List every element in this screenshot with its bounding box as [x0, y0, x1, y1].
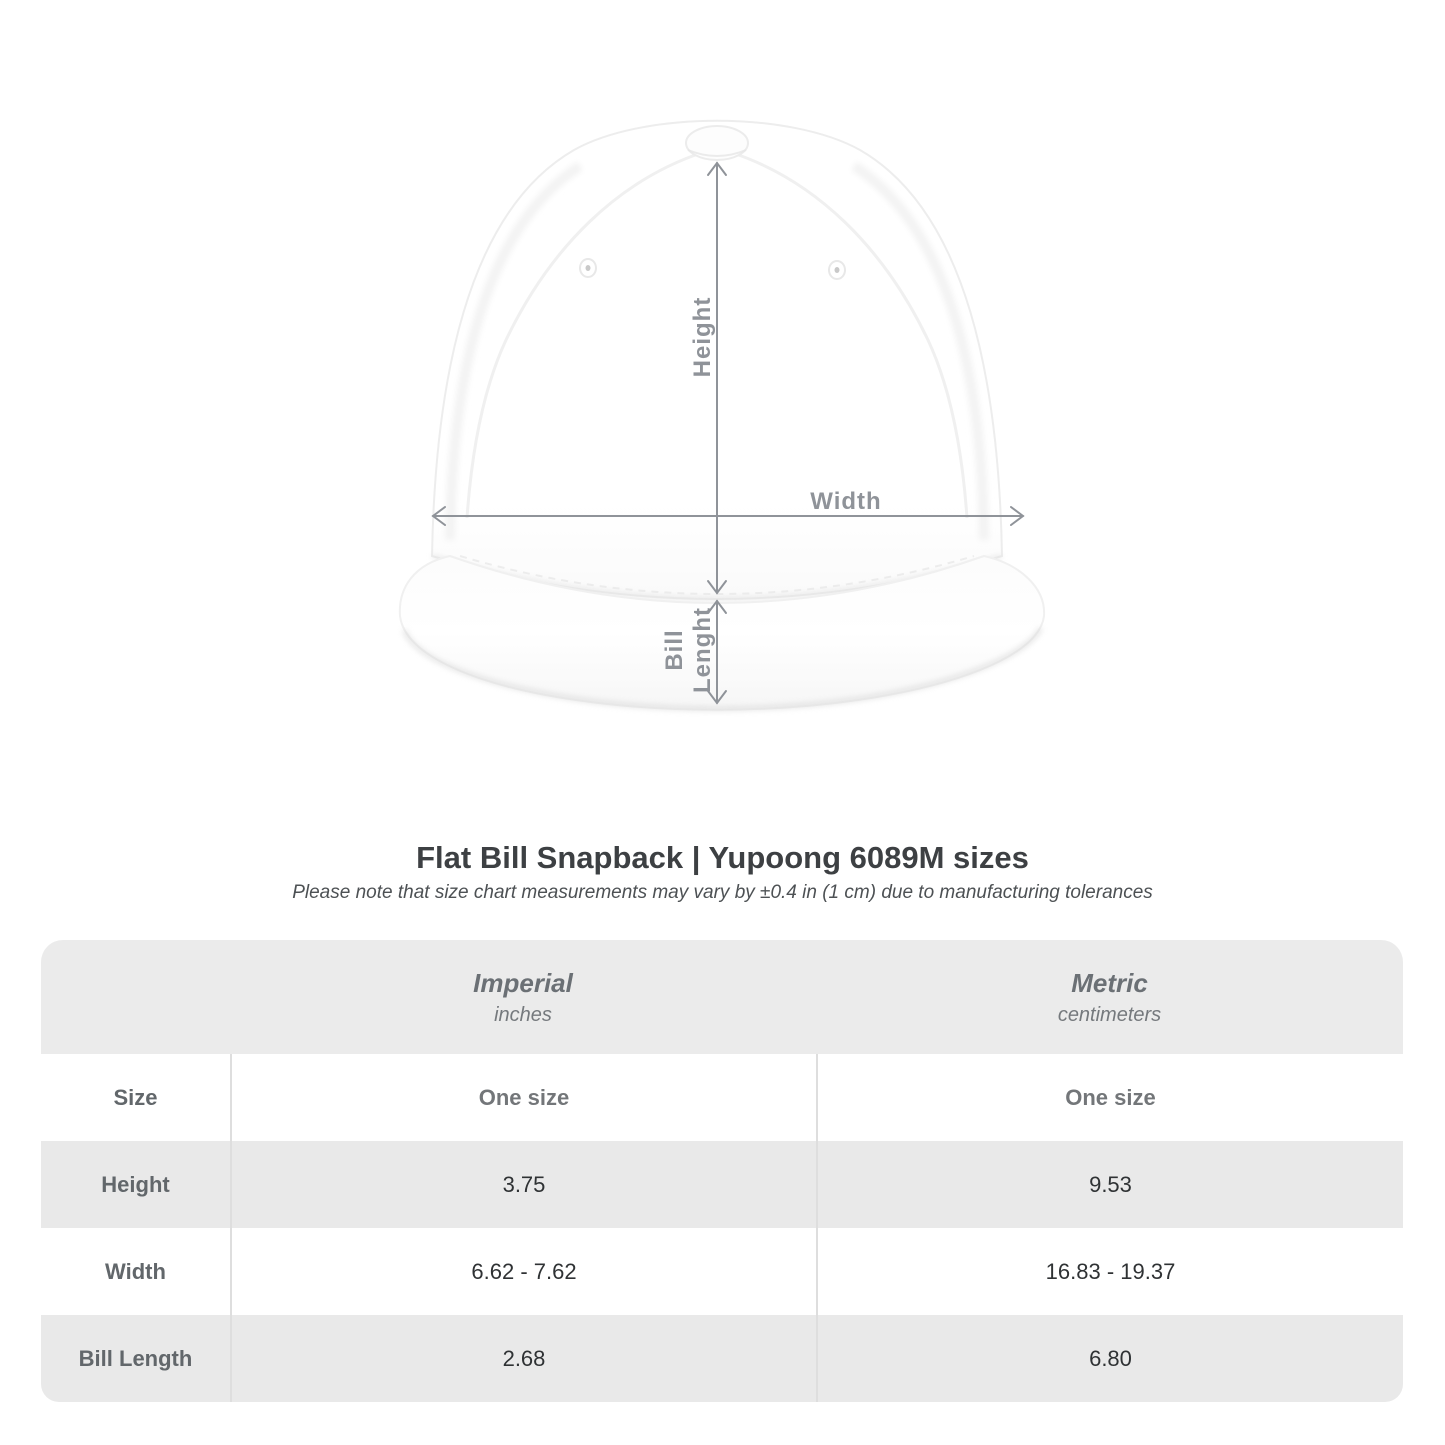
imperial-unit-label: inches — [494, 1004, 552, 1026]
metric-label: Metric — [1071, 968, 1148, 998]
width-metric-value: 16.83 - 19.37 — [816, 1228, 1403, 1315]
imperial-column-header — [230, 940, 816, 1054]
eyelet-right — [829, 261, 845, 279]
tolerance-note: Please note that size chart measurements may vary by ±0.4 in (1 cm) due to manufacturing tolerances — [292, 882, 1153, 903]
width-dimension-label: Width — [810, 488, 882, 515]
height-metric-value: 9.53 — [816, 1141, 1403, 1228]
bill-length-imperial-value: 2.68 — [230, 1315, 816, 1402]
row-label-bill-length: Bill Length — [78, 1345, 193, 1371]
metric-column-header — [816, 940, 1403, 1054]
page-title: Flat Bill Snapback | Yupoong 6089M sizes — [416, 840, 1029, 875]
row-label-size: Size — [113, 1084, 158, 1110]
table-row — [41, 1228, 1403, 1315]
table-row — [41, 1141, 1403, 1228]
bill-length-dimension-label-line1: Bill — [661, 629, 688, 671]
size-chart-table — [41, 940, 1403, 1402]
row-label-height: Height — [101, 1171, 170, 1197]
row-label-width: Width — [105, 1258, 166, 1284]
imperial-label: Imperial — [473, 968, 573, 998]
width-imperial-value: 6.62 - 7.62 — [230, 1228, 816, 1315]
eyelet-left — [580, 259, 596, 277]
table-row — [41, 1054, 1403, 1141]
bill-length-dimension-label-line2: Lenght — [689, 607, 716, 693]
height-imperial-value: 3.75 — [230, 1141, 816, 1228]
top-button — [686, 126, 748, 160]
table-header — [41, 940, 1403, 1054]
table-row — [41, 1315, 1403, 1402]
metric-unit-label: centimeters — [1057, 1004, 1162, 1026]
size-imperial-value: One size — [230, 1054, 816, 1141]
size-metric-value: One size — [816, 1054, 1403, 1141]
bill-length-metric-value: 6.80 — [816, 1315, 1403, 1402]
label-column-header — [41, 940, 230, 1054]
height-dimension-label: Height — [689, 296, 716, 378]
